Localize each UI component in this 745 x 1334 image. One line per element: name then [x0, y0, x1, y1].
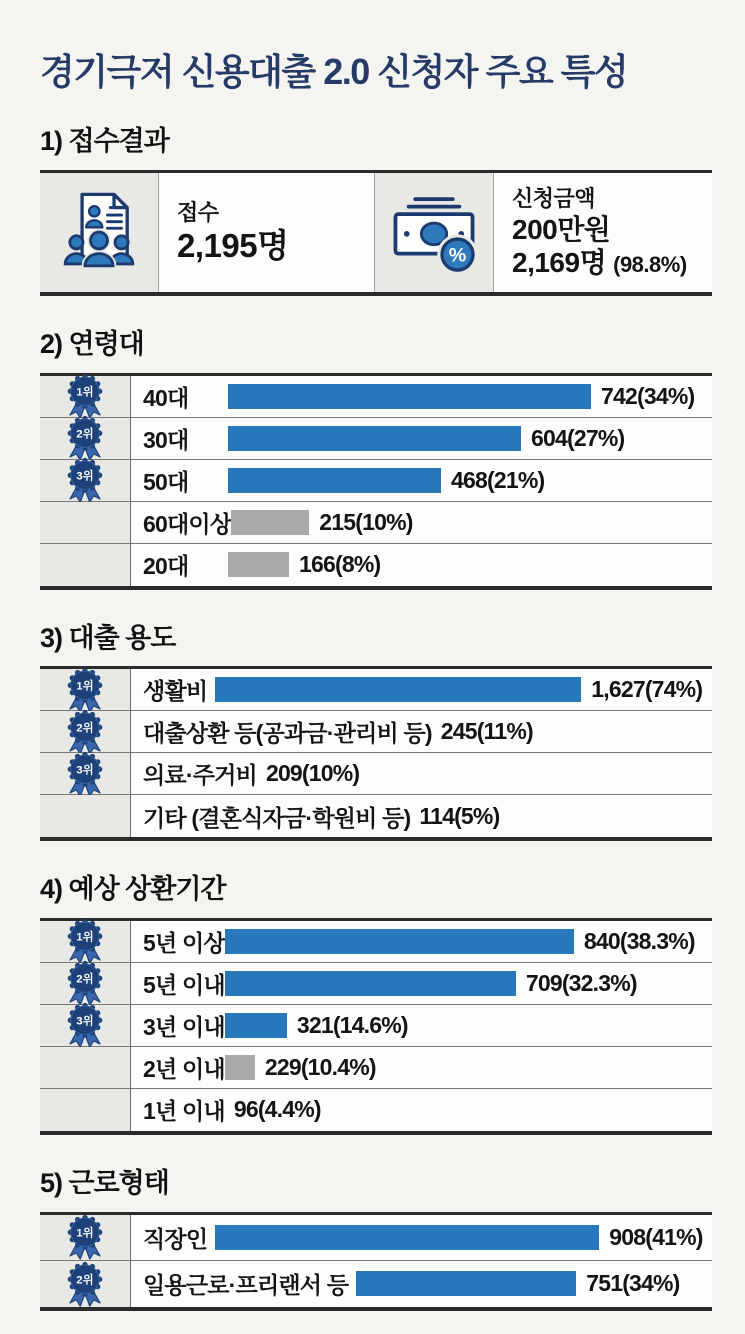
- row-value: 321(14.6%): [296, 1011, 408, 1038]
- table-row: [40, 1089, 712, 1131]
- rank-badge-cell: [40, 502, 131, 543]
- row-value: 840(38.3%): [583, 927, 695, 954]
- section-heading: 3) 대출 용도: [40, 622, 176, 653]
- svg-text:1위: 1위: [76, 680, 94, 693]
- section-heading: 2) 연령대: [40, 328, 144, 359]
- row-value: 229(10.4%): [264, 1053, 376, 1080]
- table-row: [40, 1261, 712, 1307]
- section-age: [40, 330, 712, 590]
- amount-ratio: (98.8%): [613, 252, 687, 278]
- row-label: 60대이상: [143, 510, 232, 537]
- applicants-label: 접수: [177, 199, 219, 225]
- svg-text:2위: 2위: [76, 722, 94, 735]
- table-row: [40, 418, 712, 460]
- row-label: 3년 이내: [143, 1013, 225, 1040]
- svg-text:2위: 2위: [76, 974, 94, 987]
- value-bar: [225, 971, 516, 996]
- page-title: 경기극저 신용대출 2.0 신청자 주요 특성: [40, 51, 628, 92]
- rank-table: [40, 666, 712, 841]
- row-main: [131, 925, 712, 958]
- rank-badge-cell: [40, 1261, 131, 1307]
- row-value: 245(11%): [440, 718, 533, 745]
- rank-badge-cell: [40, 795, 131, 837]
- amount-label: 신청금액: [512, 186, 596, 212]
- row-label: 기타 (결혼식자금·학원비 등): [143, 804, 411, 831]
- rank-badge-icon: [66, 415, 104, 461]
- row-value: 1,627(74%): [591, 676, 703, 703]
- row-main: [131, 673, 712, 706]
- money-percent-icon: [387, 185, 481, 279]
- svg-text:2위: 2위: [76, 428, 94, 441]
- value-bar: [215, 1225, 599, 1250]
- rank-badge-cell: [40, 376, 131, 417]
- svg-text:1위: 1위: [76, 1227, 94, 1240]
- section-purpose: [40, 624, 712, 842]
- applicants-value: 2,195명: [177, 227, 289, 265]
- applicants-icon-cell: [40, 173, 159, 292]
- row-main: [131, 380, 712, 413]
- row-label: 50대: [143, 468, 189, 495]
- rank-badge-cell: [40, 963, 131, 1004]
- row-main: [131, 800, 712, 833]
- row-main: [131, 506, 712, 539]
- row-label: 20대: [143, 553, 189, 580]
- value-bar: [225, 1055, 255, 1080]
- amount-count-line: [512, 246, 712, 280]
- table-row: [40, 376, 712, 418]
- section-heading: 5) 근로형태: [40, 1167, 169, 1198]
- table-row: [40, 963, 712, 1005]
- rank-badge-cell: [40, 1047, 131, 1088]
- table-row: [40, 711, 712, 753]
- rank-badge-cell: [40, 544, 131, 586]
- svg-text:3위: 3위: [76, 764, 94, 777]
- value-bar: [228, 552, 289, 577]
- row-value: 468(21%): [451, 466, 545, 493]
- section-employment: [40, 1169, 712, 1311]
- row-main: [131, 1009, 712, 1042]
- applicants-text-cell: [159, 173, 375, 292]
- rank-badge-cell: [40, 921, 131, 962]
- row-value: 751(34%): [586, 1270, 680, 1297]
- summary-table: [40, 170, 712, 296]
- row-value: 215(10%): [319, 508, 413, 535]
- rank-badge-icon: [66, 918, 104, 964]
- row-label: 일용근로·프리랜서 등: [143, 1272, 349, 1299]
- row-label: 5년 이내: [143, 971, 225, 998]
- value-bar: [225, 929, 574, 954]
- row-main: [131, 757, 712, 790]
- value-bar: [228, 426, 521, 451]
- rank-badge-cell: [40, 418, 131, 459]
- value-bar: [215, 677, 581, 702]
- row-label: 의료·주거비: [143, 762, 257, 789]
- rank-badge-icon: [66, 709, 104, 755]
- row-label: 생활비: [143, 678, 208, 705]
- row-label: 대출상환 등(공과금·관리비 등): [143, 720, 432, 747]
- svg-text:3위: 3위: [76, 1016, 94, 1029]
- svg-text:1위: 1위: [76, 386, 94, 399]
- row-main: [131, 548, 712, 581]
- table-row: [40, 753, 712, 795]
- table-row: [40, 921, 712, 963]
- row-value: 114(5%): [419, 802, 500, 829]
- row-value: 166(8%): [299, 551, 381, 578]
- rank-badge-icon: [66, 373, 104, 419]
- row-label: 5년 이상: [143, 929, 225, 956]
- rank-badge-cell: [40, 1089, 131, 1131]
- chart-sections: [40, 330, 712, 1311]
- rank-table: [40, 373, 712, 590]
- rank-table: [40, 1212, 712, 1311]
- row-main: [131, 422, 712, 455]
- row-label: 40대: [143, 384, 189, 411]
- row-main: [131, 715, 712, 748]
- table-row: [40, 544, 712, 586]
- row-main: [131, 464, 712, 497]
- section-heading: 4) 예상 상환기간: [40, 874, 226, 905]
- rank-badge-icon: [66, 667, 104, 713]
- rank-badge-icon: [66, 1261, 104, 1307]
- row-value: 209(10%): [265, 760, 360, 787]
- row-label: 직장인: [143, 1225, 208, 1252]
- applicants-document-icon: [52, 185, 146, 279]
- value-bar: [228, 384, 591, 409]
- svg-text:2위: 2위: [76, 1274, 94, 1287]
- row-main: [131, 1093, 712, 1126]
- svg-text:%: %: [448, 244, 467, 267]
- rank-badge-cell: [40, 753, 131, 794]
- table-row: [40, 1005, 712, 1047]
- rank-badge-icon: [66, 1002, 104, 1048]
- row-main: [131, 967, 712, 1000]
- rank-badge-cell: [40, 1215, 131, 1260]
- row-main: [131, 1051, 712, 1084]
- value-bar: [225, 1013, 287, 1038]
- row-value: 709(32.3%): [525, 969, 637, 996]
- rank-table: [40, 918, 712, 1135]
- row-label: 2년 이내: [143, 1055, 225, 1082]
- table-row: [40, 460, 712, 502]
- rank-badge-icon: [66, 457, 104, 503]
- row-main: [131, 1221, 712, 1254]
- value-bar: [228, 468, 441, 493]
- row-value: 908(41%): [609, 1223, 703, 1250]
- amount-text-cell: [494, 173, 712, 292]
- rank-badge-icon: [66, 751, 104, 797]
- rank-badge-icon: [66, 960, 104, 1006]
- row-value: 742(34%): [601, 382, 695, 409]
- value-bar: [231, 510, 309, 535]
- rank-badge-cell: [40, 1005, 131, 1046]
- amount-icon-cell: [375, 173, 494, 292]
- rank-badge-cell: [40, 669, 131, 710]
- row-value: 604(27%): [531, 424, 625, 451]
- table-row: [40, 1215, 712, 1261]
- svg-text:3위: 3위: [76, 470, 94, 483]
- value-bar: [356, 1271, 576, 1296]
- svg-text:1위: 1위: [76, 932, 94, 945]
- table-row: [40, 795, 712, 837]
- rank-badge-cell: [40, 711, 131, 752]
- row-value: 96(4.4%): [233, 1096, 321, 1123]
- section-heading-summary: 1) 접수결과: [40, 126, 169, 157]
- row-label: 1년 이내: [143, 1098, 225, 1125]
- table-row: [40, 1047, 712, 1089]
- rank-badge-icon: [66, 1214, 104, 1260]
- rank-badge-cell: [40, 460, 131, 501]
- row-label: 30대: [143, 426, 189, 453]
- amount-count: 2,169명: [512, 247, 607, 279]
- section-repayment: [40, 875, 712, 1135]
- amount-value: 200만원: [512, 213, 611, 245]
- table-row: [40, 502, 712, 544]
- table-row: [40, 669, 712, 711]
- row-main: [131, 1267, 712, 1300]
